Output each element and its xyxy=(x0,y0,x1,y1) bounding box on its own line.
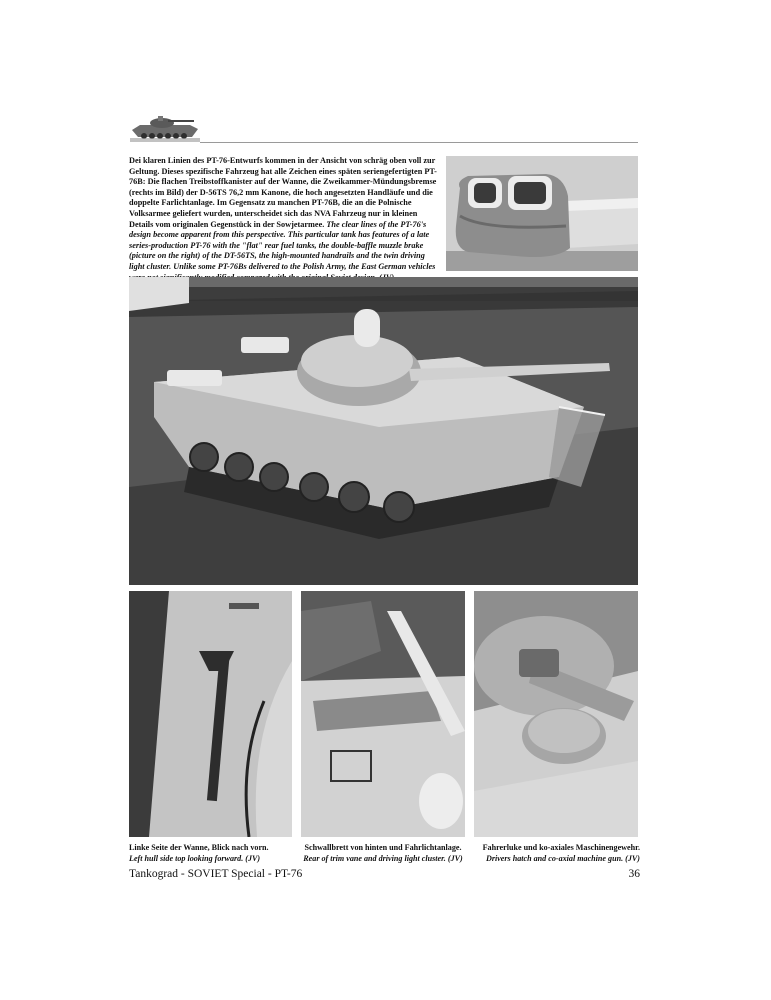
caption-right-credit: (JV) xyxy=(625,854,640,863)
caption-left-hull xyxy=(129,842,294,864)
caption-middle-english: Rear of trim vane and driving light cluster. xyxy=(303,854,446,863)
caption-left-english: Left hull side top looking forward. xyxy=(129,854,244,863)
header-rule xyxy=(200,142,638,143)
pt76-main-photo xyxy=(129,277,638,585)
left-hull-side-photo xyxy=(129,591,292,837)
page-number: 36 xyxy=(628,868,640,880)
caption-left-german: Linke Seite der Wanne, Blick nach vorn. xyxy=(129,843,269,852)
tank-silhouette-icon xyxy=(130,108,200,142)
caption-middle-german: Schwallbrett von hinten und Fahrlichtanlage. xyxy=(304,843,462,852)
caption-trim-vane xyxy=(299,842,467,864)
footer-title: Tankograd - SOVIET Special - PT-76 xyxy=(129,868,303,880)
trim-vane-rear-photo xyxy=(301,591,465,837)
caption-left-credit: (JV) xyxy=(245,854,261,863)
muzzle-brake-photo xyxy=(446,156,638,271)
caption-top-german: Dei klaren Linien des PT-76-Entwurfs kommen in der Ansicht von schräg oben voll zur Geltung. Dieses spezifische Fahrzeug hat alle Zeichen eines späten seriengefertigten PT-76B: Die flachen Treibstoffkanister auf der Wanne, die Zweikammer-Mündungsbremse (rechts im Bild) der D-56TS 76,2 mm Kanone, die hoch angesetzten Handläufe und die doppelte Farlichtanlage. Im Gegensatz zu manchen PT-76B, die an die Polnische Volksarmee geliefert wurden, unterscheidet sich das NVA Fahrzeug nur in kleinen Details vom originalen Gegenstück in der Sowjetarmee. xyxy=(129,156,437,229)
caption-right-english: Drivers hatch and co-axial machine gun. xyxy=(485,854,624,863)
caption-top xyxy=(129,156,441,283)
caption-top-english: The clear lines of the PT-76's design become apparent from this perspective. This particular tank has features of a late series-production PT-76 with the "flat" rear fuel tanks, the double-baffle muzzle brake (picture on the right) of the DT-56TS, the high-mounted handrails and the twin driving light cluster. Unlike some PT-76Bs delivered to the Polish Army, the East German vehicles xyxy=(129,219,436,271)
caption-drivers-hatch xyxy=(472,842,640,864)
caption-right-german: Fahrerluke und ko-axiales Maschinengewehr. xyxy=(482,843,640,852)
caption-middle-credit: (JV) xyxy=(447,854,463,863)
drivers-hatch-photo xyxy=(474,591,638,837)
